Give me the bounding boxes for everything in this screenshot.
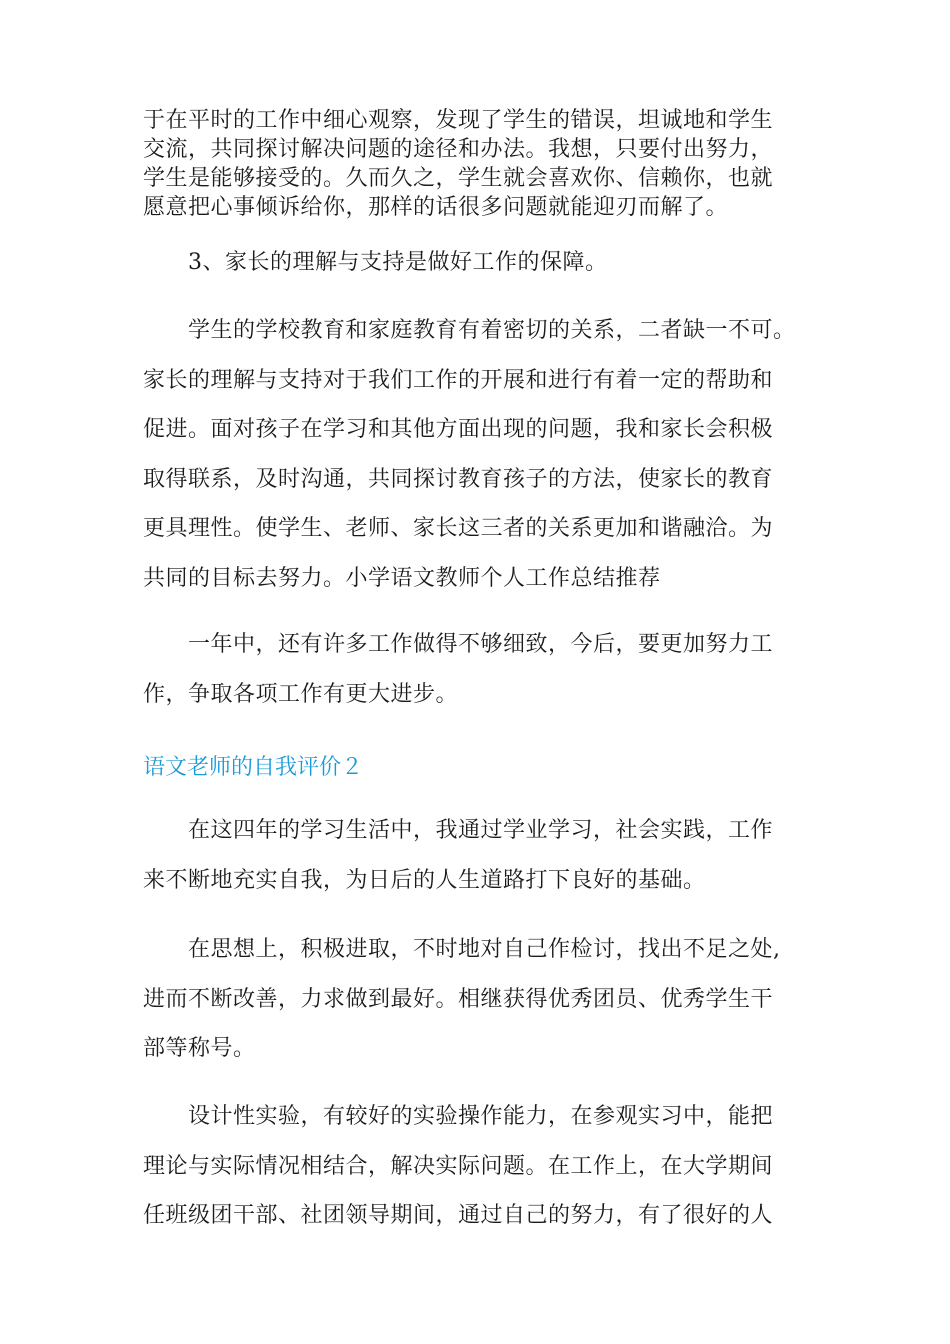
text-line: 取得联系，及时沟通，共同探讨教育孩子的方法，使家长的教育 <box>143 466 774 492</box>
paragraph-point-3 <box>143 238 815 288</box>
text-line: 在思想上，积极进取，不时地对自己作检讨，找出不足之处, <box>143 937 781 962</box>
text-line: 设计性实验，有较好的实验操作能力，在参观实习中，能把 <box>143 1104 774 1129</box>
text-line: 来不断地充实自我，为日后的人生道路打下良好的基础。 <box>143 867 706 893</box>
text-line: 学生是能够接受的。久而久之，学生就会喜欢你、信赖你，也就 <box>143 166 774 191</box>
paragraph-thought <box>143 925 815 1074</box>
text-line: 愿意把心事倾诉给你，那样的话很多问题就能迎刃而解了。 <box>143 195 729 220</box>
text-line: 理论与实际情况相结合，解决实际问题。在工作上，在大学期间 <box>143 1153 774 1179</box>
text-line: 交流，共同探讨解决问题的途径和办法。我想，只要付出努力， <box>143 137 774 162</box>
text-line: 一年中，还有许多工作做得不够细致，今后，要更加努力工 <box>143 632 774 657</box>
text-line: 促进。面对孩子在学习和其他方面出现的问题，我和家长会积极 <box>143 417 774 442</box>
text-line: 于在平时的工作中细心观察，发现了学生的错误，坦诚地和学生 <box>143 108 774 133</box>
paragraph-family <box>143 306 815 603</box>
text-line: 3、家长的理解与支持是做好工作的保障。 <box>143 250 608 275</box>
text-line: 作，争取各项工作有更大进步。 <box>143 681 459 707</box>
text-line: 共同的目标去努力。小学语文教师个人工作总结推荐 <box>143 565 661 591</box>
text-line: 更具理性。使学生、老师、家长这三者的关系更加和谐融洽。为 <box>143 516 774 541</box>
text-line: 部等称号。 <box>143 1036 256 1061</box>
text-line: 进而不断改善，力求做到最好。相继获得优秀团员、优秀学生干 <box>143 986 774 1012</box>
paragraph-four-years <box>143 806 815 905</box>
section-heading: 语文老师的自我评价２ <box>143 755 364 780</box>
text-line: 任班级团干部、社团领导期间，通过自己的努力，有了很好的人 <box>143 1203 774 1228</box>
text-line: 家长的理解与支持对于我们工作的开展和进行有着一定的帮助和 <box>143 367 774 393</box>
paragraph-year <box>143 620 815 719</box>
paragraph-intro <box>143 106 815 222</box>
paragraph-design <box>143 1092 815 1241</box>
text-line: 学生的学校教育和家庭教育有着密切的关系，二者缺一不可。 <box>143 318 796 343</box>
text-line: 在这四年的学习生活中，我通过学业学习，社会实践，工作 <box>143 818 774 843</box>
